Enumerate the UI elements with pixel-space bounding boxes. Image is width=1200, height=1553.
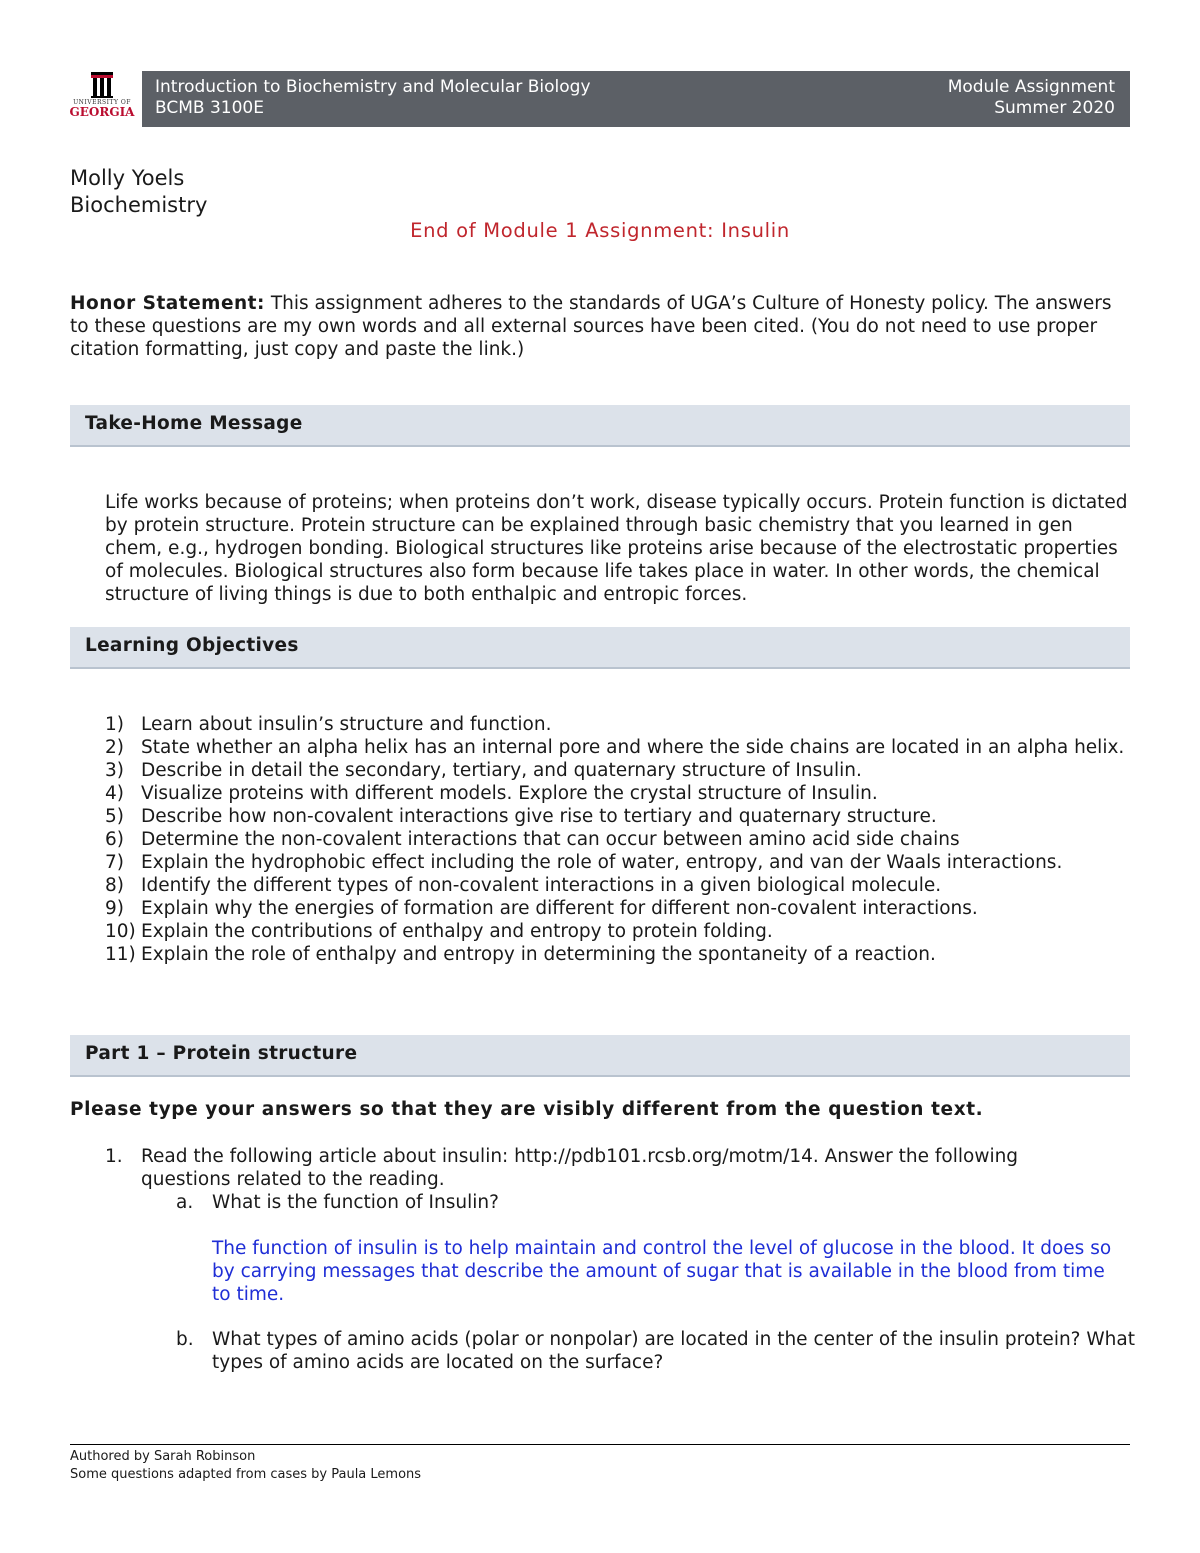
list-item bbox=[105, 759, 1135, 782]
course-title: Introduction to Biochemistry and Molecular Biology bbox=[155, 77, 591, 97]
sub-question-label: a. bbox=[176, 1192, 194, 1213]
item-number: 10) bbox=[105, 921, 136, 942]
list-item bbox=[105, 874, 1135, 897]
item-number: 1) bbox=[105, 714, 124, 735]
header-band bbox=[142, 71, 1130, 127]
sub-question-label: b. bbox=[176, 1329, 194, 1350]
item-text: State whether an alpha helix has an internal pore and where the side chains are located in an alpha helix. bbox=[141, 737, 1125, 758]
list-item bbox=[105, 782, 1135, 805]
list-item bbox=[105, 713, 1135, 736]
sub-question-text: What is the function of Insulin? bbox=[212, 1192, 499, 1213]
section-title: Take-Home Message bbox=[85, 413, 303, 434]
list-item bbox=[105, 736, 1135, 759]
doc-type: Module Assignment bbox=[947, 77, 1115, 97]
item-number: 6) bbox=[105, 829, 124, 850]
item-text: Explain why the energies of formation are different for different non-covalent interactions. bbox=[141, 898, 978, 919]
item-number: 3) bbox=[105, 760, 124, 781]
objectives-list bbox=[105, 713, 1135, 966]
question-1a bbox=[176, 1191, 1136, 1214]
instructions: Please type your answers so that they are visibly different from the question text. bbox=[70, 1099, 984, 1120]
question-number: 1. bbox=[105, 1146, 123, 1167]
item-text: Determine the non-covalent interactions that can occur between amino acid side chains bbox=[141, 829, 960, 850]
list-item bbox=[105, 851, 1135, 874]
item-text: Explain the contributions of enthalpy and entropy to protein folding. bbox=[141, 921, 773, 942]
section-header-objectives bbox=[70, 627, 1130, 669]
question-1b bbox=[176, 1328, 1136, 1374]
item-text: Identify the different types of non-covalent interactions in a given biological molecule. bbox=[141, 875, 942, 896]
term: Summer 2020 bbox=[994, 98, 1115, 118]
take-home-paragraph: Life works because of proteins; when proteins don’t work, disease typically occurs. Protein function is dictated by protein structure. Protein structure can be explained through basic chemistry that you learned in gen chem, e.g., hydrogen bonding. Biological structures like proteins arise because of the electrostatic properties of molecules. Biological structures also form because life takes place in water. In other words, the chemical structure of living things is due to both enthalpic and entropic forces. bbox=[105, 492, 1128, 605]
item-number: 4) bbox=[105, 783, 124, 804]
footer bbox=[70, 1448, 421, 1484]
answer-1a[interactable]: The function of insulin is to help maintain and control the level of glucose in the blood. It does so by carrying messages that describe the amount of sugar that is available in the blood from time to time. bbox=[212, 1238, 1112, 1305]
item-number: 2) bbox=[105, 737, 124, 758]
honor-label: Honor Statement: bbox=[70, 293, 265, 314]
item-text: Describe in detail the secondary, tertiary, and quaternary structure of Insulin. bbox=[141, 760, 862, 781]
student-info bbox=[70, 165, 207, 219]
footer-adapted: Some questions adapted from cases by Paula Lemons bbox=[70, 1467, 422, 1482]
student-name: Molly Yoels bbox=[70, 166, 185, 190]
honor-text: This assignment adheres to the standards of UGA’s Culture of Honesty policy. The answers to these questions are my own words and all external sources have been cited. (You do not need to use proper citation formatting, just copy and paste the link.) bbox=[70, 293, 1112, 360]
course-info bbox=[155, 77, 591, 119]
assignment-title: End of Module 1 Assignment: Insulin bbox=[410, 219, 790, 242]
question-text: Read the following article about insulin: http://pdb101.rcsb.org/motm/14. Answer the following questions related to the reading. bbox=[141, 1146, 1019, 1190]
section-header-part1 bbox=[70, 1035, 1130, 1077]
footer-divider bbox=[70, 1444, 1130, 1445]
item-text: Explain the hydrophobic effect including the role of water, entropy, and van der Waals interactions. bbox=[141, 852, 1063, 873]
item-number: 9) bbox=[105, 898, 124, 919]
uga-logo bbox=[68, 72, 136, 128]
course-code: BCMB 3100E bbox=[155, 98, 264, 118]
sub-question-text: What types of amino acids (polar or nonpolar) are located in the center of the insulin protein? What types of amino acids are located on the surface? bbox=[212, 1329, 1135, 1373]
student-major: Biochemistry bbox=[70, 193, 208, 217]
assignment-info bbox=[948, 77, 1115, 119]
item-number: 5) bbox=[105, 806, 124, 827]
item-number: 7) bbox=[105, 852, 124, 873]
item-number: 11) bbox=[105, 944, 136, 965]
item-number: 8) bbox=[105, 875, 124, 896]
list-item bbox=[105, 943, 1135, 966]
question-1 bbox=[105, 1145, 1105, 1191]
item-text: Visualize proteins with different models. Explore the crystal structure of Insulin. bbox=[141, 783, 878, 804]
section-title: Learning Objectives bbox=[85, 635, 299, 656]
arch-icon bbox=[91, 72, 113, 98]
list-item bbox=[105, 897, 1135, 920]
item-text: Explain the role of enthalpy and entropy in determining the spontaneity of a reaction. bbox=[141, 944, 936, 965]
item-text: Describe how non-covalent interactions give rise to tertiary and quaternary structure. bbox=[141, 806, 937, 827]
honor-statement bbox=[70, 292, 1130, 361]
footer-author: Authored by Sarah Robinson bbox=[70, 1449, 256, 1464]
logo-text-georgia: GEORGIA bbox=[69, 105, 135, 119]
list-item bbox=[105, 828, 1135, 851]
section-title: Part 1 – Protein structure bbox=[85, 1043, 358, 1064]
logo-text-university: UNIVERSITY OF bbox=[73, 99, 131, 106]
list-item bbox=[105, 920, 1135, 943]
list-item bbox=[105, 805, 1135, 828]
section-header-take-home bbox=[70, 405, 1130, 447]
item-text: Learn about insulin’s structure and function. bbox=[141, 714, 552, 735]
